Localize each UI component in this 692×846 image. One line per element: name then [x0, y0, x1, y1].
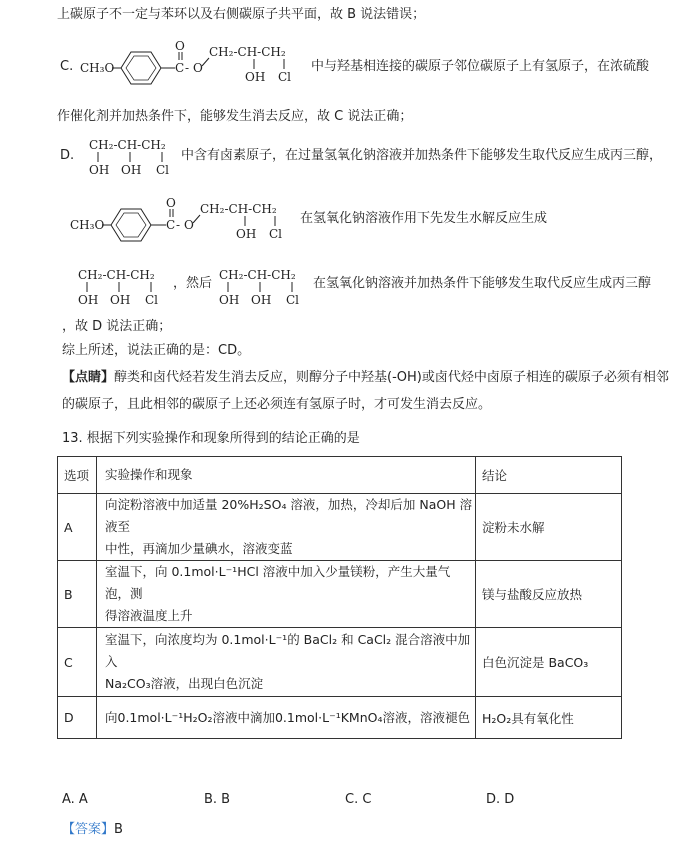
svg-text:Cl: Cl	[286, 293, 300, 307]
operation-line: Na₂CO₃溶液，出现白色沉淀	[105, 676, 264, 691]
answer-tag: 【答案】	[62, 822, 115, 837]
svg-text:O: O	[193, 61, 203, 75]
operation-line: 得溶液温度上升	[105, 608, 193, 623]
summary-text: 综上所述，说法正确的是：CD。	[62, 343, 251, 358]
ester-structure-c	[75, 38, 305, 88]
svg-text:Cl: Cl	[269, 227, 283, 241]
experiment-table	[57, 456, 622, 739]
svg-text:-: -	[185, 61, 190, 75]
question-13-stem: 13. 根据下列实验操作和现象所得到的结论正确的是	[62, 431, 360, 446]
row-conclusion: H₂O₂具有氧化性	[476, 697, 622, 739]
svg-text:Cl: Cl	[145, 293, 159, 307]
option-d-conclusion: ，故 D 说法正确；	[62, 319, 172, 334]
operation-line: 室温下，向 0.1mol·L⁻¹HCl 溶液中加入少量镁粉，产生大量气泡，测	[105, 564, 451, 601]
option-d-text: 中含有卤素原子，在过量氢氧化钠溶液并加热条件下能够发生取代反应生成丙三醇，	[181, 148, 663, 163]
comma-then-text: ，然后	[173, 276, 213, 291]
svg-text:OH: OH	[121, 163, 142, 177]
svg-text:C: C	[175, 61, 185, 75]
methoxy-text: CH₃O	[80, 61, 115, 75]
row-option: D	[58, 697, 97, 739]
operation-line: 向淀粉溶液中加适量 20%H₂SO₄ 溶液，加热，冷却后加 NaOH 溶液至	[105, 497, 473, 534]
answer-line	[62, 821, 123, 839]
table-row	[58, 561, 622, 628]
choice-b: B. B	[204, 792, 231, 807]
svg-text:OH: OH	[251, 293, 272, 307]
svg-text:O: O	[166, 196, 176, 210]
svg-text:O: O	[175, 39, 185, 53]
svg-text:Cl: Cl	[156, 163, 170, 177]
svg-text:OH: OH	[236, 227, 257, 241]
tip-text-1: 醇类和卤代烃若发生消去反应，则醇分子中羟基(-OH)或卤代烃中卤原子相连的碳原子必须有相邻	[114, 370, 669, 385]
svg-text:O: O	[184, 218, 194, 232]
chlorodiol-structure-2	[74, 263, 174, 307]
svg-text:OH: OH	[78, 293, 99, 307]
svg-text:CH₂-CH-CH₂: CH₂-CH-CH₂	[89, 138, 166, 152]
header-conclusion: 结论	[476, 457, 622, 494]
svg-text:CH₂-CH-CH₂: CH₂-CH-CH₂	[209, 45, 286, 59]
svg-text:CH₃O: CH₃O	[70, 218, 105, 232]
header-operation: 实验操作和现象	[97, 457, 476, 494]
header-option: 选项	[58, 457, 97, 494]
ester-structure-d	[68, 195, 298, 245]
row-conclusion: 淀粉未水解	[476, 494, 622, 561]
operation-line: 向0.1mol·L⁻¹H₂O₂溶液中滴加0.1mol·L⁻¹KMnO₄溶液，溶液褪色	[105, 709, 470, 725]
row-operation	[97, 494, 476, 561]
answer-value: B	[114, 822, 123, 837]
svg-text:OH: OH	[110, 293, 131, 307]
option-d-label: D.	[60, 148, 75, 163]
row-operation	[97, 697, 476, 739]
option-d-text-3: 在氢氧化钠溶液并加热条件下能够发生取代反应生成丙三醇	[313, 276, 652, 291]
row-option: B	[58, 561, 97, 628]
tip-tag: 【点睛】	[62, 370, 115, 385]
table-row	[58, 697, 622, 739]
choice-d: D. D	[486, 792, 515, 807]
chlorodiol-structure-1	[85, 133, 185, 177]
option-c-text: 中与羟基相连接的碳原子邻位碳原子上有氢原子，在浓硫酸	[311, 59, 650, 74]
row-operation	[97, 561, 476, 628]
svg-text:CH₂-CH-CH₂: CH₂-CH-CH₂	[219, 268, 296, 282]
svg-text:OH: OH	[219, 293, 240, 307]
table-header-row	[58, 457, 622, 494]
svg-text:CH₂-CH-CH₂: CH₂-CH-CH₂	[78, 268, 155, 282]
row-conclusion: 镁与盐酸反应放热	[476, 561, 622, 628]
row-conclusion: 白色沉淀是 BaCO₃	[476, 628, 622, 697]
row-option: A	[58, 494, 97, 561]
paragraph-line: 上碳原子不一定与苯环以及右侧碳原子共平面，故 B 说法错误；	[57, 7, 426, 22]
option-c-label: C.	[60, 59, 74, 74]
table-row	[58, 628, 622, 697]
svg-text:Cl: Cl	[278, 70, 292, 84]
svg-text:-: -	[176, 218, 181, 232]
tip-line-1	[62, 369, 669, 387]
row-operation	[97, 628, 476, 697]
choice-c: C. C	[345, 792, 372, 807]
row-option: C	[58, 628, 97, 697]
svg-text:CH₂-CH-CH₂: CH₂-CH-CH₂	[200, 202, 277, 216]
svg-text:OH: OH	[89, 163, 110, 177]
svg-text:OH: OH	[245, 70, 266, 84]
chlorodiol-structure-3	[215, 263, 315, 307]
operation-line: 中性，再滴加少量碘水，溶液变蓝	[105, 541, 293, 556]
operation-line: 室温下，向浓度均为 0.1mol·L⁻¹的 BaCl₂ 和 CaCl₂ 混合溶液中加入	[105, 632, 471, 669]
option-d-text-2: 在氢氧化钠溶液作用下先发生水解反应生成	[300, 211, 548, 226]
option-c-text-cont: 作催化剂并加热条件下，能够发生消去反应，故 C 说法正确；	[57, 109, 413, 124]
choice-a: A. A	[62, 792, 88, 807]
table-row	[58, 494, 622, 561]
tip-line-2: 的碳原子，且此相邻的碳原子上还必须连有氢原子时，才可发生消去反应。	[62, 397, 492, 412]
svg-text:C: C	[166, 218, 176, 232]
